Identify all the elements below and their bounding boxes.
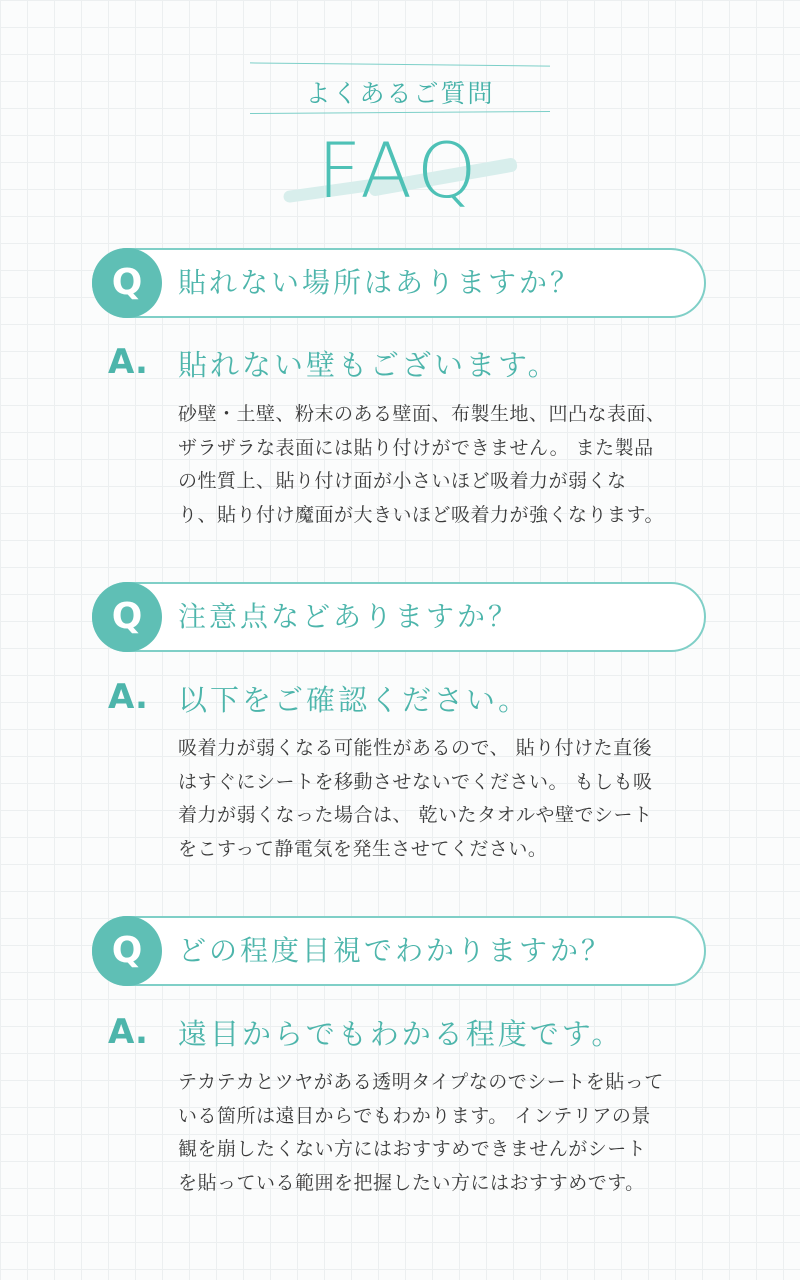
q-badge: Q (92, 916, 162, 986)
faq-subtitle: よくあるご質問 (305, 79, 495, 108)
a-mark: A. (108, 677, 148, 717)
answer-body: 砂壁・土壁、粉末のある壁面、布製生地、凹凸な表面、 ザラザラな表面には貼り付けができません。 また製品 の性質上、貼り付け面が小さいほど吸着力が弱くな り、貼り付け魔面が大きいほど吸着力が強くなります。 (178, 403, 666, 526)
answer-heading: 以下をご確認ください。 (178, 683, 531, 717)
answer-heading: 遠目からでもわかる程度です。 (178, 1017, 624, 1051)
subtitle-bottom-rule (250, 111, 550, 114)
answer-body: 吸着力が弱くなる可能性があるので、 貼り付けた直後 はすぐにシートを移動させないでください。 もしも吸 着力が弱くなった場合は、 乾いたタオルや壁でシート をこすって静電気を発生させてください。 (178, 737, 653, 860)
a-mark: A. (108, 342, 148, 382)
answer-heading: 貼れない壁もございます。 (178, 348, 560, 382)
faq-subtitle-block (250, 62, 550, 114)
a-mark: A. (108, 1012, 148, 1052)
answer-body: テカテカとツヤがある透明タイプなのでシートを貼って いる箇所は遠目からでもわかります。 インテリアの景 観を崩したくない方にはおすすめできませんがシート を貼っている範囲を把握したい方にはおすすめです。 (178, 1071, 664, 1194)
q-badge: Q (92, 582, 162, 652)
question-text: 注意点などありますか？ (178, 600, 520, 633)
q-badge: Q (92, 248, 162, 318)
question-text: 貼れない場所はありますか？ (178, 266, 582, 299)
page-title: FAQ (317, 126, 483, 215)
subtitle-top-rule (250, 62, 550, 66)
question-text: どの程度目視でわかりますか？ (178, 934, 613, 967)
